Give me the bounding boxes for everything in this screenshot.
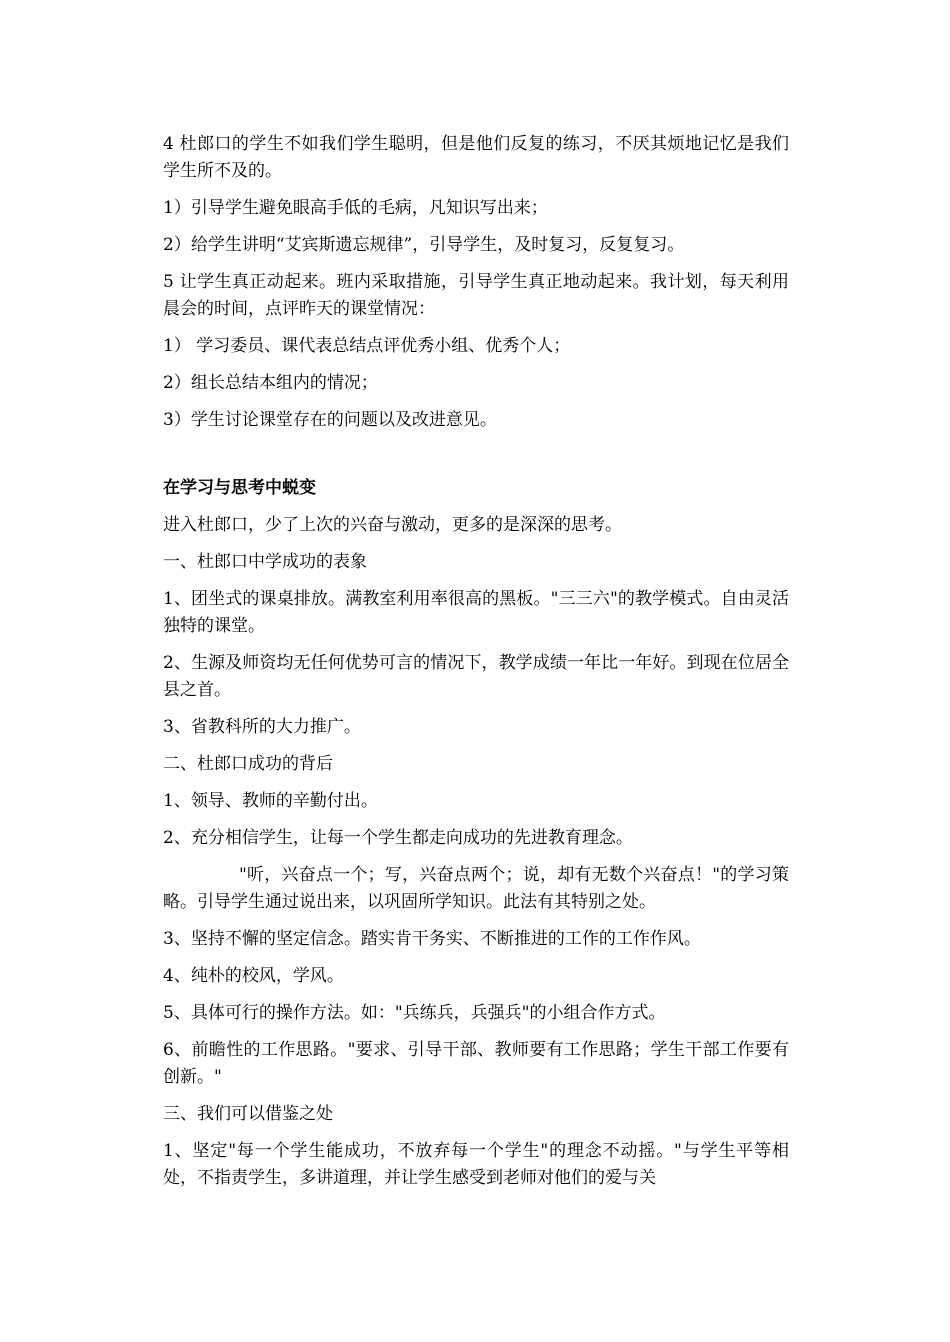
paragraph-point-5-1: 1） 学习委员、课代表总结点评优秀小组、优秀个人； bbox=[163, 336, 571, 356]
subheading-appearance: 一、杜郎口中学成功的表象 bbox=[163, 552, 367, 572]
paragraph-appearance-2: 2、生源及师资均无任何优势可言的情况下，教学成绩一年比一年好。到现在位居全县之首。 bbox=[163, 653, 789, 700]
paragraph-behind-3: 3、坚持不懈的坚定信念。踏实肯干务实、不断推进的工作的工作作风。 bbox=[163, 929, 701, 949]
paragraph-behind-2: 2、充分相信学生，让每一个学生都走向成功的先进教育理念。 bbox=[163, 828, 633, 848]
paragraph-point-4: 4 杜郎口的学生不如我们学生聪明，但是他们反复的练习，不厌其烦地记忆是我们学生所不及的。 bbox=[163, 134, 789, 181]
paragraph-intro: 进入杜郎口，少了上次的兴奋与激动，更多的是深深的思考。 bbox=[163, 515, 622, 535]
paragraph-lessons-1: 1、坚定"每一个学生能成功，不放弃每一个学生"的理念不动摇。"与学生平等相处，不指责学生，多讲道理，并让学生感受到老师对他们的爱与关 bbox=[163, 1141, 789, 1188]
paragraph-point-4-2: 2）给学生讲明“艾宾斯遗忘规律”，引导学生，及时复习，反复复习。 bbox=[163, 235, 685, 255]
paragraph-behind-4: 4、纯朴的校风，学风。 bbox=[163, 966, 344, 986]
paragraph-point-5-3: 3）学生讨论课堂存在的问题以及改进意见。 bbox=[163, 410, 497, 430]
subheading-lessons: 三、我们可以借鉴之处 bbox=[163, 1104, 333, 1124]
paragraph-learning-strategy: "听，兴奋点一个；写，兴奋点两个；说，却有无数个兴奋点！"的学习策略。引导学生通过说出来，以巩固所学知识。此法有其特别之处。 bbox=[163, 865, 789, 912]
paragraph-behind-1: 1、领导、教师的辛勤付出。 bbox=[163, 791, 378, 811]
paragraph-point-4-1: 1）引导学生避免眼高手低的毛病，凡知识写出来； bbox=[163, 198, 548, 218]
paragraph-point-5-2: 2）组长总结本组内的情况； bbox=[163, 373, 378, 393]
paragraph-appearance-3: 3、省教科所的大力推广。 bbox=[163, 717, 361, 737]
paragraph-point-5: 5 让学生真正动起来。班内采取措施，引导学生真正地动起来。我计划，每天利用晨会的时间，点评昨天的课堂情况： bbox=[163, 272, 789, 319]
paragraph-behind-6: 6、前瞻性的工作思路。"要求、引导干部、教师要有工作思路；学生干部工作要有创新。" bbox=[163, 1040, 789, 1087]
document-body bbox=[163, 131, 789, 1202]
section-heading: 在学习与思考中蜕变 bbox=[163, 478, 316, 498]
section-spacer bbox=[163, 444, 789, 475]
subheading-behind-success: 二、杜郎口成功的背后 bbox=[163, 754, 333, 774]
paragraph-behind-5: 5、具体可行的操作方法。如："兵练兵，兵强兵"的小组合作方式。 bbox=[163, 1003, 666, 1023]
paragraph-appearance-1: 1、团坐式的课桌排放。满教室利用率很高的黑板。"三三六"的教学模式。自由灵活独特的课堂。 bbox=[163, 589, 789, 636]
